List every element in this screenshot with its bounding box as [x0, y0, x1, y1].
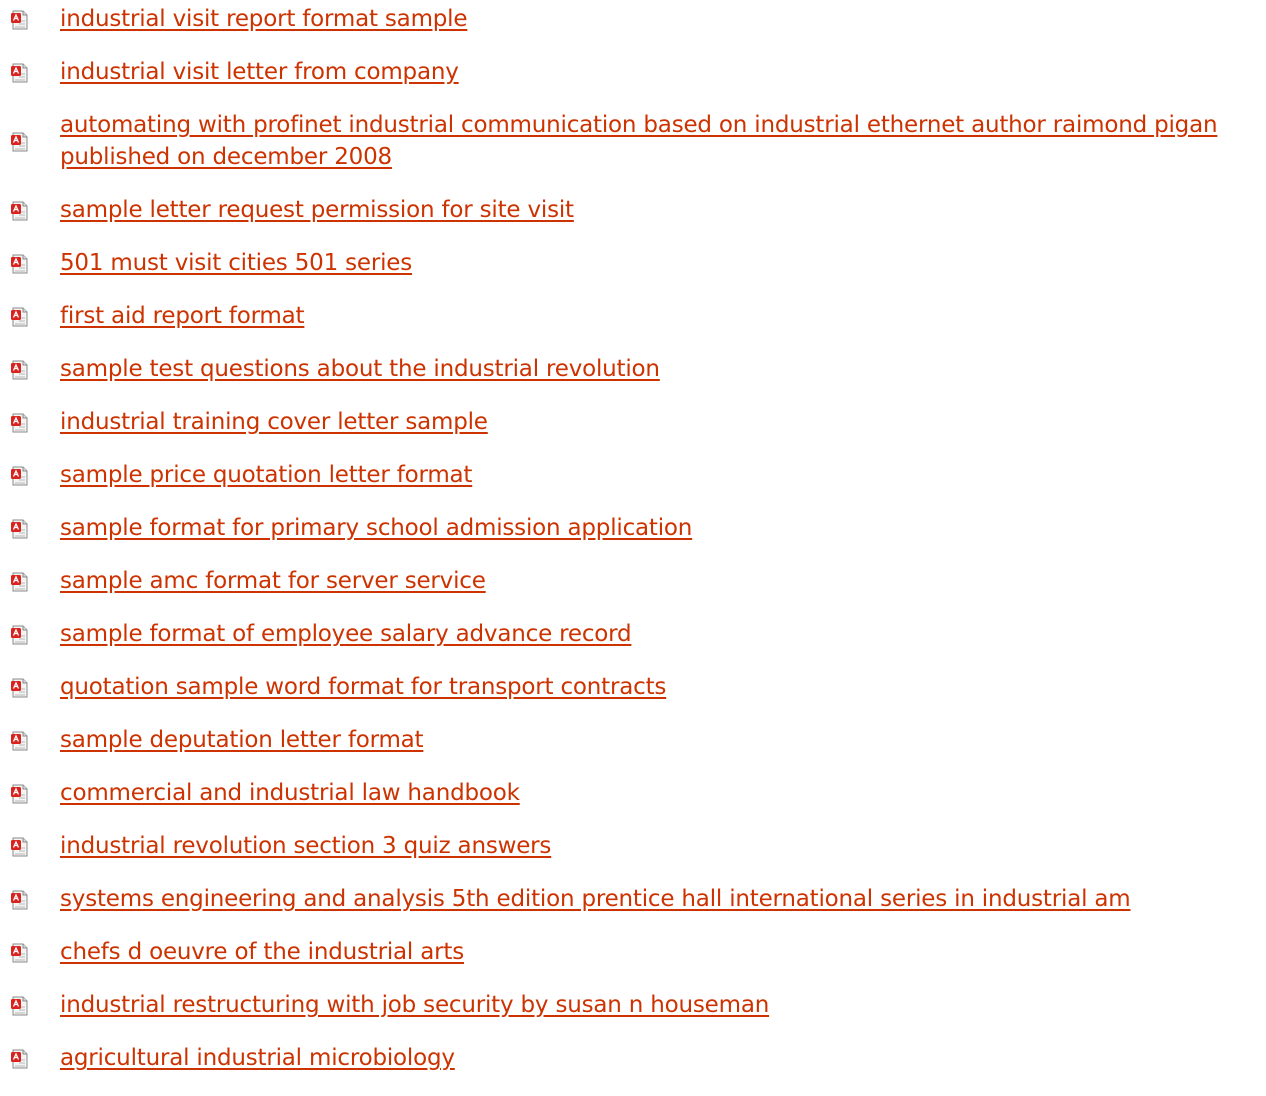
pdf-file-icon [10, 943, 30, 963]
pdf-link[interactable]: agricultural industrial microbiology [60, 1045, 455, 1071]
pdf-link[interactable]: commercial and industrial law handbook [60, 780, 520, 806]
pdf-link[interactable]: industrial revolution section 3 quiz answers [60, 833, 552, 859]
pdf-file-icon [10, 63, 30, 83]
pdf-link[interactable]: industrial visit report format sample [60, 6, 468, 32]
list-item [0, 110, 1266, 174]
pdf-link[interactable]: chefs d oeuvre of the industrial arts [60, 939, 464, 965]
pdf-link[interactable]: 501 must visit cities 501 series [60, 250, 413, 276]
pdf-link[interactable]: sample format of employee salary advance record [60, 621, 632, 647]
pdf-file-icon [10, 784, 30, 804]
pdf-file-icon [10, 625, 30, 645]
pdf-file-icon [10, 466, 30, 486]
pdf-file-icon [10, 360, 30, 380]
pdf-link[interactable]: sample price quotation letter format [60, 462, 473, 488]
pdf-file-icon [10, 132, 30, 152]
pdf-file-icon [10, 996, 30, 1016]
list-item [0, 354, 1266, 386]
list-item [0, 4, 1266, 36]
list-item [0, 1043, 1266, 1075]
list-item [0, 460, 1266, 492]
list-item [0, 725, 1266, 757]
pdf-link[interactable]: sample format for primary school admission application [60, 515, 693, 541]
pdf-link[interactable]: first aid report format [60, 303, 305, 329]
pdf-link[interactable]: industrial visit letter from company [60, 59, 459, 85]
pdf-file-icon [10, 678, 30, 698]
list-item [0, 566, 1266, 598]
list-item [0, 407, 1266, 439]
pdf-link[interactable]: sample letter request permission for site visit [60, 197, 574, 223]
pdf-file-icon [10, 890, 30, 910]
list-item [0, 57, 1266, 89]
list-item [0, 619, 1266, 651]
list-item [0, 195, 1266, 227]
pdf-file-icon [10, 201, 30, 221]
list-item [0, 884, 1266, 916]
pdf-file-icon [10, 837, 30, 857]
pdf-link[interactable]: industrial training cover letter sample [60, 409, 488, 435]
pdf-link[interactable]: industrial restructuring with job security by susan n houseman [60, 992, 770, 1018]
pdf-file-icon [10, 254, 30, 274]
pdf-file-icon [10, 10, 30, 30]
pdf-link[interactable]: sample deputation letter format [60, 727, 424, 753]
list-item [0, 513, 1266, 545]
pdf-file-icon [10, 519, 30, 539]
pdf-link[interactable]: sample amc format for server service [60, 568, 486, 594]
pdf-file-icon [10, 1049, 30, 1069]
pdf-link[interactable]: sample test questions about the industrial revolution [60, 356, 660, 382]
list-item [0, 301, 1266, 333]
pdf-file-icon [10, 413, 30, 433]
pdf-link[interactable]: systems engineering and analysis 5th edition prentice hall international series in industrial am [60, 886, 1131, 912]
list-item [0, 831, 1266, 863]
list-item [0, 778, 1266, 810]
pdf-link[interactable]: quotation sample word format for transport contracts [60, 674, 667, 700]
list-item [0, 248, 1266, 280]
pdf-file-icon [10, 572, 30, 592]
pdf-file-icon [10, 307, 30, 327]
list-item [0, 672, 1266, 704]
list-item [0, 937, 1266, 969]
pdf-link[interactable]: automating with profinet industrial communication based on industrial ethernet author raimond pigan published on december 2008 [60, 112, 1218, 170]
pdf-file-icon [10, 731, 30, 751]
list-item [0, 990, 1266, 1022]
